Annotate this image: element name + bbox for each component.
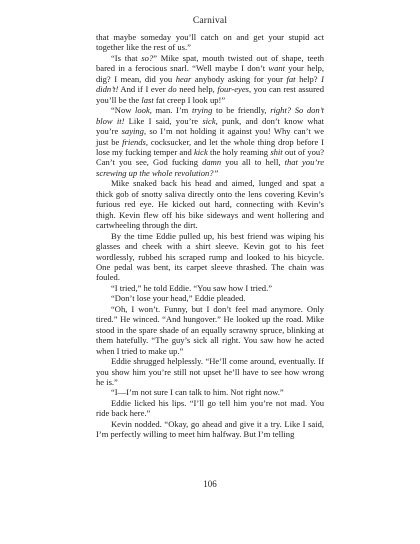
emphasis: saying [121, 126, 144, 137]
emphasis: four-eyes [217, 84, 249, 95]
paragraph: “I—I’m not sure I can talk to him. Not right now.” [111, 387, 284, 398]
emphasis: shit [270, 146, 283, 157]
paragraph: Eddie licked his lips. “I’ll go tell him you’re not mad. You ride back here.” [96, 397, 324, 419]
paragraph: Eddie shrugged helplessly. “He’ll come around, eventually. If you show him you’re still not upset he’ll have to see how wrong he is.” [96, 356, 324, 387]
emphasis: do [168, 84, 177, 95]
emphasis: fat [286, 73, 296, 84]
emphasis: I didn’t! [96, 73, 324, 95]
emphasis: friends [122, 136, 146, 147]
paragraph: By the time Eddie pulled up, his best friend was wiping his glasses and cheek with a shirt sleeve. Kevin got to his feet wordlessly, rubbed his scraped rump and looked to his bicycle. One pedal was bent, its carpet sleeve thrashed. The chain was fouled. [96, 230, 324, 283]
emphasis: that you’re screwing up the whole revolution?” [96, 157, 325, 178]
emphasis: damn [202, 157, 222, 168]
running-head: Carnival [192, 16, 228, 26]
emphasis: sick [202, 115, 216, 126]
paragraph: Kevin nodded. “Okay, go ahead and give it a try. Like I said, I’m perfectly willing to meet him halfway. But I’m telling [96, 418, 324, 440]
emphasis: hear [175, 73, 192, 84]
emphasis: right? So don’t blow it! [96, 105, 324, 126]
paragraph: “I tried,” he told Eddie. “You saw how I tried.” [111, 282, 273, 293]
paragraph: “Oh, I won’t. Funny, but I don’t feel mad anymore. Only tired.” He winced. “And hungover.” He looked up the road. Mike stood in the spare shade of an equally scrawny spruce, blinking at them hatefully. “The guy’s sick all right. You saw how he acted when I tried to make up.” [96, 303, 324, 356]
emphasis: kick [194, 146, 208, 157]
paragraph: “Don’t lose your head,” Eddie pleaded. [111, 293, 246, 304]
page-number: 106 [203, 479, 217, 489]
paragraph: Mike snaked back his head and aimed, lunged and spat a thick gob of snotty saliva directly onto the lens covering Kevin’s furious red eye. He kicked out hard, connecting with Kevin’s thigh. Kevin flew off his bike sideways and went hollering and cartwheeling through the dirt. [96, 178, 324, 231]
emphasis: trying [191, 105, 213, 116]
emphasis: look [135, 105, 150, 116]
emphasis: want [268, 63, 285, 74]
paragraph: “Now look, man. I’m trying to be friendly, right? So don’t blow it! Like I said, you’re sick, punk, and don’t know what you’re saying, so I’m not holding it against you! Why can’t we just be friends, cocksucker, and let the whole thing drop before I lose my fucking temper and kick the holy reaming shit out of you? Can’t you see, God fucking damn you all to hell, that you’re screwing up the whole revolution?” [96, 105, 325, 178]
emphasis: so? [141, 52, 154, 63]
emphasis: last [141, 94, 154, 105]
body-text [96, 32, 324, 440]
paragraph: that maybe someday you’ll catch on and get your stupid act together like the rest of us.” [96, 32, 324, 53]
paragraph: “Is that so?” Mike spat, mouth twisted out of shape, teeth bared in a ferocious snarl. “Well maybe I don’t want your help, dig? I mean, did you hear anybody asking for your fat help? I didn’t! And if I ever do need help, four-eyes, you can rest assured you’ll be the last fat creep I look up!” [96, 52, 324, 105]
